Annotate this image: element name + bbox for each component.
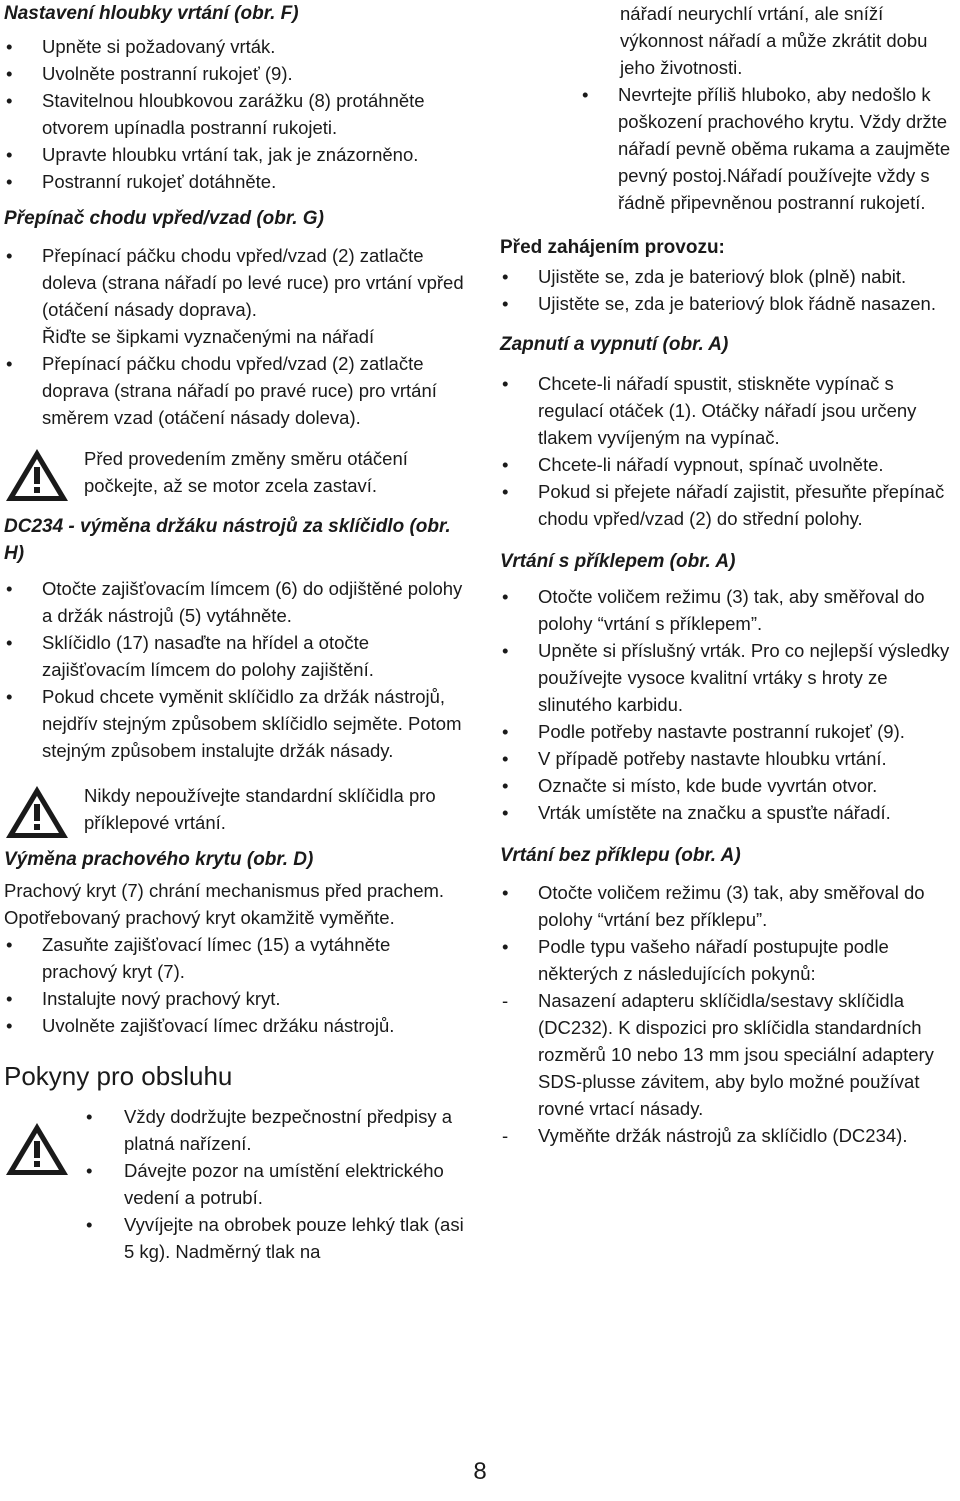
- heading-dust-cover: Výměna prachového krytu (obr. D): [4, 849, 314, 870]
- depth-steps-list: [4, 33, 466, 195]
- bullet: •: [502, 748, 509, 769]
- list-item: • Pokud si přejete nářadí zajistit, přesuňte přepínač chodu vpřed/vzad (2) do střední polohy.: [500, 478, 960, 532]
- bullet: •: [502, 293, 509, 314]
- list-item: • Podle potřeby nastavte postranní rukojeť (9).: [500, 718, 960, 745]
- list-item: • Upravte hloubku vrtání tak, jak je znázorněno.: [4, 141, 466, 168]
- bullet: •: [502, 266, 509, 287]
- switch-steps-list-2: [4, 350, 466, 431]
- bullet: •: [86, 1214, 93, 1235]
- list-item: - Vyměňte držák nástrojů za sklíčidlo (DC234).: [500, 1122, 960, 1149]
- rotary-steps-list: [500, 879, 960, 1149]
- bullet: •: [6, 686, 13, 707]
- list-item: • Uvolněte postranní rukojeť (9).: [4, 60, 466, 87]
- list-item: • Dávejte pozor na umístění elektrického vedení a potrubí.: [84, 1157, 466, 1211]
- bullet: •: [86, 1106, 93, 1127]
- continued-list: [580, 81, 960, 216]
- dust-cover-paragraph: Prachový kryt (7) chrání mechanismus před prachem. Opotřebovaný prachový kryt okamžitě vyměňte.: [4, 880, 445, 928]
- heading-dc234: DC234 - výměna držáku nástrojů za sklíčidlo (obr. H): [4, 516, 451, 564]
- list-item: • Ujistěte se, zda je bateriový blok (plně) nabit.: [500, 263, 960, 290]
- switch-steps-list: [4, 242, 466, 323]
- bullet: •: [6, 988, 13, 1009]
- bullet: •: [582, 84, 589, 105]
- bullet: •: [502, 586, 509, 607]
- continued-bullet-wrapper: [500, 81, 960, 216]
- warning-block-motor-stop: [4, 445, 466, 499]
- prior-steps-list: [500, 263, 960, 317]
- list-item: • Zasuňte zajišťovací límec (15) a vytáhněte prachový kryt (7).: [4, 931, 466, 985]
- bullet: •: [502, 775, 509, 796]
- bullet: •: [502, 882, 509, 903]
- list-item: • Vždy dodržujte bezpečnostní předpisy a platná nařízení.: [84, 1103, 466, 1157]
- hammer-steps-list: [500, 583, 960, 826]
- list-item: • Upněte si příslušný vrták. Pro co nejlepší výsledky používejte vysoce kvalitní vrtáky s hroty ze slinutého karbidu.: [500, 637, 960, 718]
- dash-marker: -: [502, 1125, 509, 1146]
- warning-block-operation: [4, 1103, 466, 1265]
- bullet: •: [502, 721, 509, 742]
- bullet: •: [6, 63, 13, 84]
- dust-cover-steps-list: [4, 931, 466, 1039]
- list-item: - Nasazení adapteru sklíčidla/sestavy sklíčidla (DC232). K dispozici pro sklíčidla standardních rozměrů 10 nebo 13 mm jsou speciální adaptery SDS-plusse závitem, aby bylo možné používat rovné vrtací násady.: [500, 987, 960, 1122]
- warning-triangle-icon: [4, 1121, 70, 1177]
- list-item: • Stavitelnou hloubkovou zarážku (8) protáhněte otvorem upínadla postranní rukojeti.: [4, 87, 466, 141]
- heading-switching-on-off: Zapnutí a vypnutí (obr. A): [500, 334, 729, 355]
- bullet: •: [502, 373, 509, 394]
- list-item: • Chcete-li nářadí vypnout, spínač uvolněte.: [500, 451, 960, 478]
- heading-before-operation: Před zahájením provozu:: [500, 237, 725, 258]
- section-title-operating-instructions: Pokyny pro obsluhu: [4, 1061, 233, 1091]
- heading-rotary-drilling: Vrtání bez příklepu (obr. A): [500, 845, 741, 866]
- list-item: • Nevrtejte příliš hluboko, aby nedošlo k poškození prachového krytu. Vždy držte nářadí pevně oběma rukama a zaujměte pevný postoj.Nářadí používejte vždy s řádně připevněnou postranní rukojetí.: [580, 81, 960, 216]
- warning-block-chuck: [4, 782, 466, 836]
- warning-text: Před provedením změny směru otáčení počkejte, až se motor zcela zastaví.: [84, 448, 408, 496]
- list-item: • Uvolněte zajišťovací límec držáku nástrojů.: [4, 1012, 466, 1039]
- dc234-steps-list: [4, 575, 466, 764]
- list-item: • V případě potřeby nastavte hloubku vrtání.: [500, 745, 960, 772]
- bullet: •: [6, 36, 13, 57]
- list-item: • Ujistěte se, zda je bateriový blok řádně nasazen.: [500, 290, 960, 317]
- bullet: •: [6, 353, 13, 374]
- list-item: • Podle typu vašeho nářadí postupujte podle některých z následujících pokynů:: [500, 933, 960, 987]
- list-item: • Otočte zajišťovacím límcem (6) do odjištěné polohy a držák nástrojů (5) vytáhněte.: [4, 575, 466, 629]
- list-item: • Instalujte nový prachový kryt.: [4, 985, 466, 1012]
- list-item: • Otočte voličem režimu (3) tak, aby směřoval do polohy “vrtání s příklepem”.: [500, 583, 960, 637]
- list-item: • Pokud chcete vyměnit sklíčidlo za držák nástrojů, nejdřív stejným způsobem sklíčidlo sejměte. Potom stejným způsobem instalujte držák násady.: [4, 683, 466, 764]
- heading-forward-reverse: Přepínač chodu vpřed/vzad (obr. G): [4, 208, 324, 229]
- heading-drilling-depth: Nastavení hloubky vrtání (obr. F): [4, 3, 299, 24]
- left-column: [4, 0, 466, 1265]
- operation-rules-list: [84, 1103, 466, 1265]
- bullet: •: [6, 1015, 13, 1036]
- warning-triangle-icon: [4, 447, 70, 503]
- bullet: •: [6, 934, 13, 955]
- warning-triangle-icon: [4, 784, 70, 840]
- bullet: •: [502, 936, 509, 957]
- continued-paragraph: nářadí neurychlí vrtání, ale sníží výkonnost nářadí a může zkrátit dobu jeho životnosti.: [620, 3, 928, 78]
- bullet: •: [502, 454, 509, 475]
- bullet: •: [502, 802, 509, 823]
- list-item: • Otočte voličem režimu (3) tak, aby směřoval do polohy “vrtání bez příklepu”.: [500, 879, 960, 933]
- onoff-steps-list: [500, 370, 960, 532]
- bullet: •: [502, 481, 509, 502]
- heading-hammer-drilling: Vrtání s příklepem (obr. A): [500, 551, 736, 572]
- list-item: • Označte si místo, kde bude vyvrtán otvor.: [500, 772, 960, 799]
- bullet: •: [6, 245, 13, 266]
- bullet: •: [6, 90, 13, 111]
- list-item: • Vyvíjejte na obrobek pouze lehký tlak (asi 5 kg). Nadměrný tlak na: [84, 1211, 466, 1265]
- list-item: • Přepínací páčku chodu vpřed/vzad (2) zatlačte doprava (strana nářadí po pravé ruce) pro vrtání směrem vzad (otáčení násady doleva).: [4, 350, 466, 431]
- bullet: •: [6, 144, 13, 165]
- right-column: [500, 0, 960, 1149]
- list-item: • Chcete-li nářadí spustit, stiskněte vypínač s regulací otáček (1). Otáčky nářadí jsou určeny tlakem vyvíjeným na vypínač.: [500, 370, 960, 451]
- bullet: •: [6, 578, 13, 599]
- dash-marker: -: [502, 990, 509, 1011]
- bullet: •: [6, 632, 13, 653]
- list-item: • Přepínací páčku chodu vpřed/vzad (2) zatlačte doleva (strana nářadí po levé ruce) pro vrtání vpřed (otáčení násady doprava).: [4, 242, 466, 323]
- list-item: • Postranní rukojeť dotáhněte.: [4, 168, 466, 195]
- bullet: •: [6, 171, 13, 192]
- warning-text: Nikdy nepoužívejte standardní sklíčidla pro příklepové vrtání.: [84, 785, 436, 833]
- list-item: • Vrták umístěte na značku a spusťte nářadí.: [500, 799, 960, 826]
- list-item: • Upněte si požadovaný vrták.: [4, 33, 466, 60]
- arrow-note: Řiďte se šipkami vyznačenými na nářadí: [42, 326, 375, 347]
- list-item: • Sklíčidlo (17) nasaďte na hřídel a otočte zajišťovacím límcem do polohy zajištění.: [4, 629, 466, 683]
- bullet: •: [502, 640, 509, 661]
- bullet: •: [86, 1160, 93, 1181]
- page-number: 8: [473, 1458, 487, 1485]
